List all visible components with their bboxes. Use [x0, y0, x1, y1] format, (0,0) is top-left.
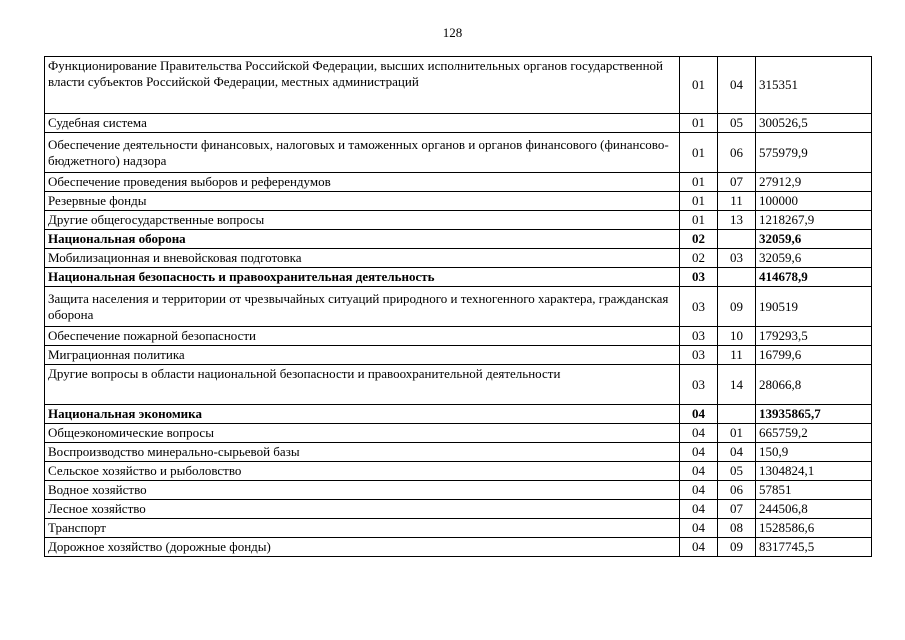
- row-name: Воспроизводство минерально-сырьевой базы: [45, 443, 680, 462]
- row-section: 04: [680, 405, 718, 424]
- row-subsection: 06: [718, 481, 756, 500]
- row-name: Общеэкономические вопросы: [45, 424, 680, 443]
- row-subsection: 07: [718, 500, 756, 519]
- row-name: Лесное хозяйство: [45, 500, 680, 519]
- row-name: Сельское хозяйство и рыболовство: [45, 462, 680, 481]
- table-row: [45, 481, 872, 500]
- row-section: 04: [680, 481, 718, 500]
- row-name: Миграционная политика: [45, 346, 680, 365]
- row-subsection: 04: [718, 57, 756, 114]
- row-section: 01: [680, 173, 718, 192]
- row-subsection: 14: [718, 365, 756, 405]
- row-subsection: 09: [718, 287, 756, 327]
- row-section: 04: [680, 443, 718, 462]
- row-name: Резервные фонды: [45, 192, 680, 211]
- row-subsection: [718, 268, 756, 287]
- row-subsection: 09: [718, 538, 756, 557]
- row-amount: 100000: [756, 192, 872, 211]
- row-name: Обеспечение деятельности финансовых, налоговых и таможенных органов и органов финансового (финансово-бюджетного) надзора: [45, 133, 680, 173]
- row-name: Судебная система: [45, 114, 680, 133]
- row-subsection: 08: [718, 519, 756, 538]
- row-amount: 179293,5: [756, 327, 872, 346]
- row-section: 04: [680, 462, 718, 481]
- table-row: [45, 424, 872, 443]
- row-subsection: 04: [718, 443, 756, 462]
- row-amount: 414678,9: [756, 268, 872, 287]
- table-row: [45, 249, 872, 268]
- row-section: 02: [680, 249, 718, 268]
- table-row: [45, 462, 872, 481]
- row-amount: 575979,9: [756, 133, 872, 173]
- table-row: [45, 211, 872, 230]
- row-amount: 1304824,1: [756, 462, 872, 481]
- table-row: [45, 519, 872, 538]
- table-row: [45, 57, 872, 114]
- row-amount: 16799,6: [756, 346, 872, 365]
- row-amount: 150,9: [756, 443, 872, 462]
- row-name: Транспорт: [45, 519, 680, 538]
- row-amount: 13935865,7: [756, 405, 872, 424]
- row-section: 03: [680, 268, 718, 287]
- row-name: Функционирование Правительства Российской Федерации, высших исполнительных органов государственной власти субъектов Российской Федерации, местных администраций: [45, 57, 680, 114]
- row-subsection: 03: [718, 249, 756, 268]
- table-row: [45, 192, 872, 211]
- row-section: 01: [680, 211, 718, 230]
- row-name: Национальная безопасность и правоохранительная деятельность: [45, 268, 680, 287]
- table-row: [45, 538, 872, 557]
- row-subsection: 10: [718, 327, 756, 346]
- row-subsection: 01: [718, 424, 756, 443]
- row-section: 04: [680, 519, 718, 538]
- row-amount: 244506,8: [756, 500, 872, 519]
- row-amount: 665759,2: [756, 424, 872, 443]
- row-subsection: 07: [718, 173, 756, 192]
- row-name: Мобилизационная и вневойсковая подготовка: [45, 249, 680, 268]
- table-row: [45, 173, 872, 192]
- row-amount: 28066,8: [756, 365, 872, 405]
- row-name: Другие вопросы в области национальной безопасности и правоохранительной деятельности: [45, 365, 680, 405]
- row-subsection: 11: [718, 346, 756, 365]
- table-row: [45, 327, 872, 346]
- row-name: Водное хозяйство: [45, 481, 680, 500]
- row-section: 01: [680, 57, 718, 114]
- row-section: 03: [680, 365, 718, 405]
- row-amount: 57851: [756, 481, 872, 500]
- row-subsection: [718, 405, 756, 424]
- page-number: 128: [442, 25, 463, 40]
- row-subsection: [718, 230, 756, 249]
- table-row: [45, 405, 872, 424]
- row-amount: 1218267,9: [756, 211, 872, 230]
- row-section: 04: [680, 500, 718, 519]
- row-section: 04: [680, 424, 718, 443]
- row-subsection: 05: [718, 114, 756, 133]
- row-name: Другие общегосударственные вопросы: [45, 211, 680, 230]
- table-row: [45, 268, 872, 287]
- row-amount: 32059,6: [756, 249, 872, 268]
- table-row: [45, 365, 872, 405]
- row-subsection: 11: [718, 192, 756, 211]
- row-amount: 8317745,5: [756, 538, 872, 557]
- row-section: 03: [680, 327, 718, 346]
- row-amount: 32059,6: [756, 230, 872, 249]
- row-name: Национальная экономика: [45, 405, 680, 424]
- table-row: [45, 114, 872, 133]
- table-row: [45, 500, 872, 519]
- row-section: 01: [680, 133, 718, 173]
- row-section: 03: [680, 287, 718, 327]
- row-name: Обеспечение пожарной безопасности: [45, 327, 680, 346]
- row-section: 01: [680, 114, 718, 133]
- budget-table: [44, 56, 872, 557]
- row-amount: 1528586,6: [756, 519, 872, 538]
- row-name: Защита населения и территории от чрезвычайных ситуаций природного и техногенного характера, гражданская оборона: [45, 287, 680, 327]
- table-row: [45, 443, 872, 462]
- row-subsection: 05: [718, 462, 756, 481]
- row-section: 03: [680, 346, 718, 365]
- table-row: [45, 346, 872, 365]
- row-name: Национальная оборона: [45, 230, 680, 249]
- row-subsection: 13: [718, 211, 756, 230]
- row-section: 02: [680, 230, 718, 249]
- row-amount: 300526,5: [756, 114, 872, 133]
- row-name: Дорожное хозяйство (дорожные фонды): [45, 538, 680, 557]
- row-name: Обеспечение проведения выборов и референдумов: [45, 173, 680, 192]
- row-amount: 315351: [756, 57, 872, 114]
- table-row: [45, 230, 872, 249]
- table-row: [45, 287, 872, 327]
- row-amount: 190519: [756, 287, 872, 327]
- table-row: [45, 133, 872, 173]
- row-subsection: 06: [718, 133, 756, 173]
- row-amount: 27912,9: [756, 173, 872, 192]
- row-section: 01: [680, 192, 718, 211]
- row-section: 04: [680, 538, 718, 557]
